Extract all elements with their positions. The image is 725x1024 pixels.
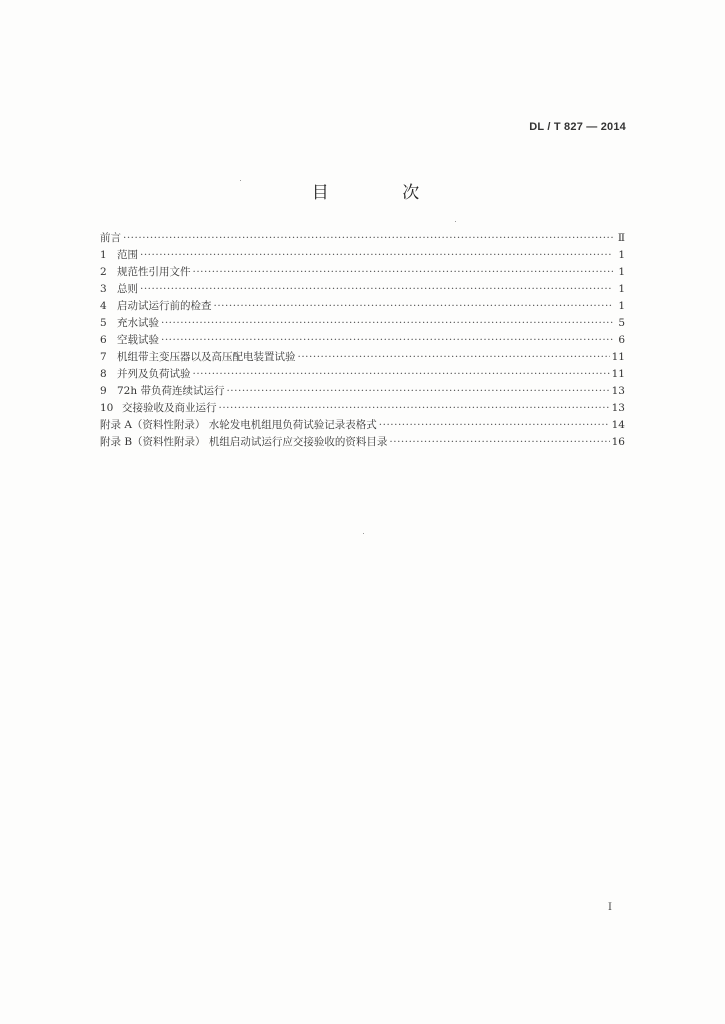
toc-entry-number: 10 (100, 402, 114, 414)
dot-leader (298, 349, 610, 366)
dot-leader (123, 230, 613, 247)
toc-entry-number: 4 (100, 300, 107, 312)
toc-entry-6[interactable] (100, 332, 625, 349)
dot-leader (226, 383, 609, 400)
dot-leader (161, 315, 613, 332)
toc-entry-label: 启动试运行前的检查 (117, 300, 212, 312)
toc-entry-number: 5 (100, 317, 107, 329)
toc-entry-page: 11 (611, 368, 625, 380)
toc-entry-4[interactable] (100, 298, 625, 315)
dot-leader (389, 434, 609, 451)
scan-speck (363, 533, 364, 534)
dot-leader (140, 281, 613, 298)
toc-entry-label: 72h 带负荷连续试运行 (117, 385, 225, 397)
toc-entry-page: 1 (618, 266, 625, 278)
toc-entry-label: 并列及负荷试验 (117, 368, 191, 380)
toc-entry-label: 充水试验 (117, 317, 159, 329)
toc-entry-7[interactable] (100, 349, 625, 366)
toc-entry-number: 6 (100, 334, 107, 346)
toc-entry-page: 6 (618, 334, 625, 346)
toc-entry-9[interactable] (100, 383, 625, 400)
dot-leader (140, 247, 613, 264)
toc-entry-number: 2 (100, 266, 107, 278)
toc-entry-label: 机组带主变压器以及高压配电装置试验 (117, 351, 296, 363)
toc-entry-page: 14 (611, 419, 625, 431)
toc-entry-label: 前言 (100, 232, 121, 244)
toc-entry-page: 1 (618, 249, 625, 261)
scan-speck (455, 221, 456, 222)
dot-leader (219, 400, 610, 417)
toc-entry-1[interactable] (100, 247, 625, 264)
toc-title: 目 次 (311, 183, 454, 203)
dot-leader (379, 417, 610, 434)
toc-entry-page: 13 (611, 385, 625, 397)
dot-leader (193, 264, 614, 281)
page-number: I (608, 902, 612, 913)
toc-entry-2[interactable] (100, 264, 625, 281)
toc-entry-preface[interactable] (100, 230, 625, 247)
standard-code: DL / T 827 — 2014 (529, 121, 626, 133)
toc-entry-page: 16 (611, 436, 625, 448)
toc-entry-page: 13 (611, 402, 625, 414)
toc-entry-10[interactable] (100, 400, 625, 417)
toc-entry-3[interactable] (100, 281, 625, 298)
toc-entry-label: 附录 A（资料性附录） 水轮发电机组甩负荷试验记录表格式 (100, 419, 377, 431)
toc-entry-8[interactable] (100, 366, 625, 383)
dot-leader (214, 298, 614, 315)
toc-entry-number: 7 (100, 351, 107, 363)
toc-entry-number: 3 (100, 283, 107, 295)
dot-leader (161, 332, 613, 349)
toc-entry-appendix-a[interactable] (100, 417, 625, 434)
toc-entry-label: 附录 B（资料性附录） 机组启动试运行应交接验收的资料目录 (100, 436, 388, 448)
toc-entry-page: Ⅱ (617, 232, 625, 244)
toc-entry-page: 5 (618, 317, 625, 329)
toc-entry-appendix-b[interactable] (100, 434, 625, 451)
toc-entry-label: 交接验收及商业运行 (122, 402, 217, 414)
toc-entry-page: 1 (618, 300, 625, 312)
dot-leader (193, 366, 610, 383)
toc-entry-label: 规范性引用文件 (117, 266, 191, 278)
toc-entry-page: 11 (611, 351, 625, 363)
toc-entry-number: 8 (100, 368, 107, 380)
toc-entry-label: 空载试验 (117, 334, 159, 346)
toc-entry-number: 1 (100, 249, 107, 261)
toc-entry-label: 总则 (117, 283, 138, 295)
toc-entry-page: 1 (618, 283, 625, 295)
toc-entry-label: 范围 (117, 249, 138, 261)
scan-speck (240, 180, 241, 181)
toc-entry-5[interactable] (100, 315, 625, 332)
toc-entry-number: 9 (100, 385, 107, 397)
toc-list (100, 230, 625, 451)
